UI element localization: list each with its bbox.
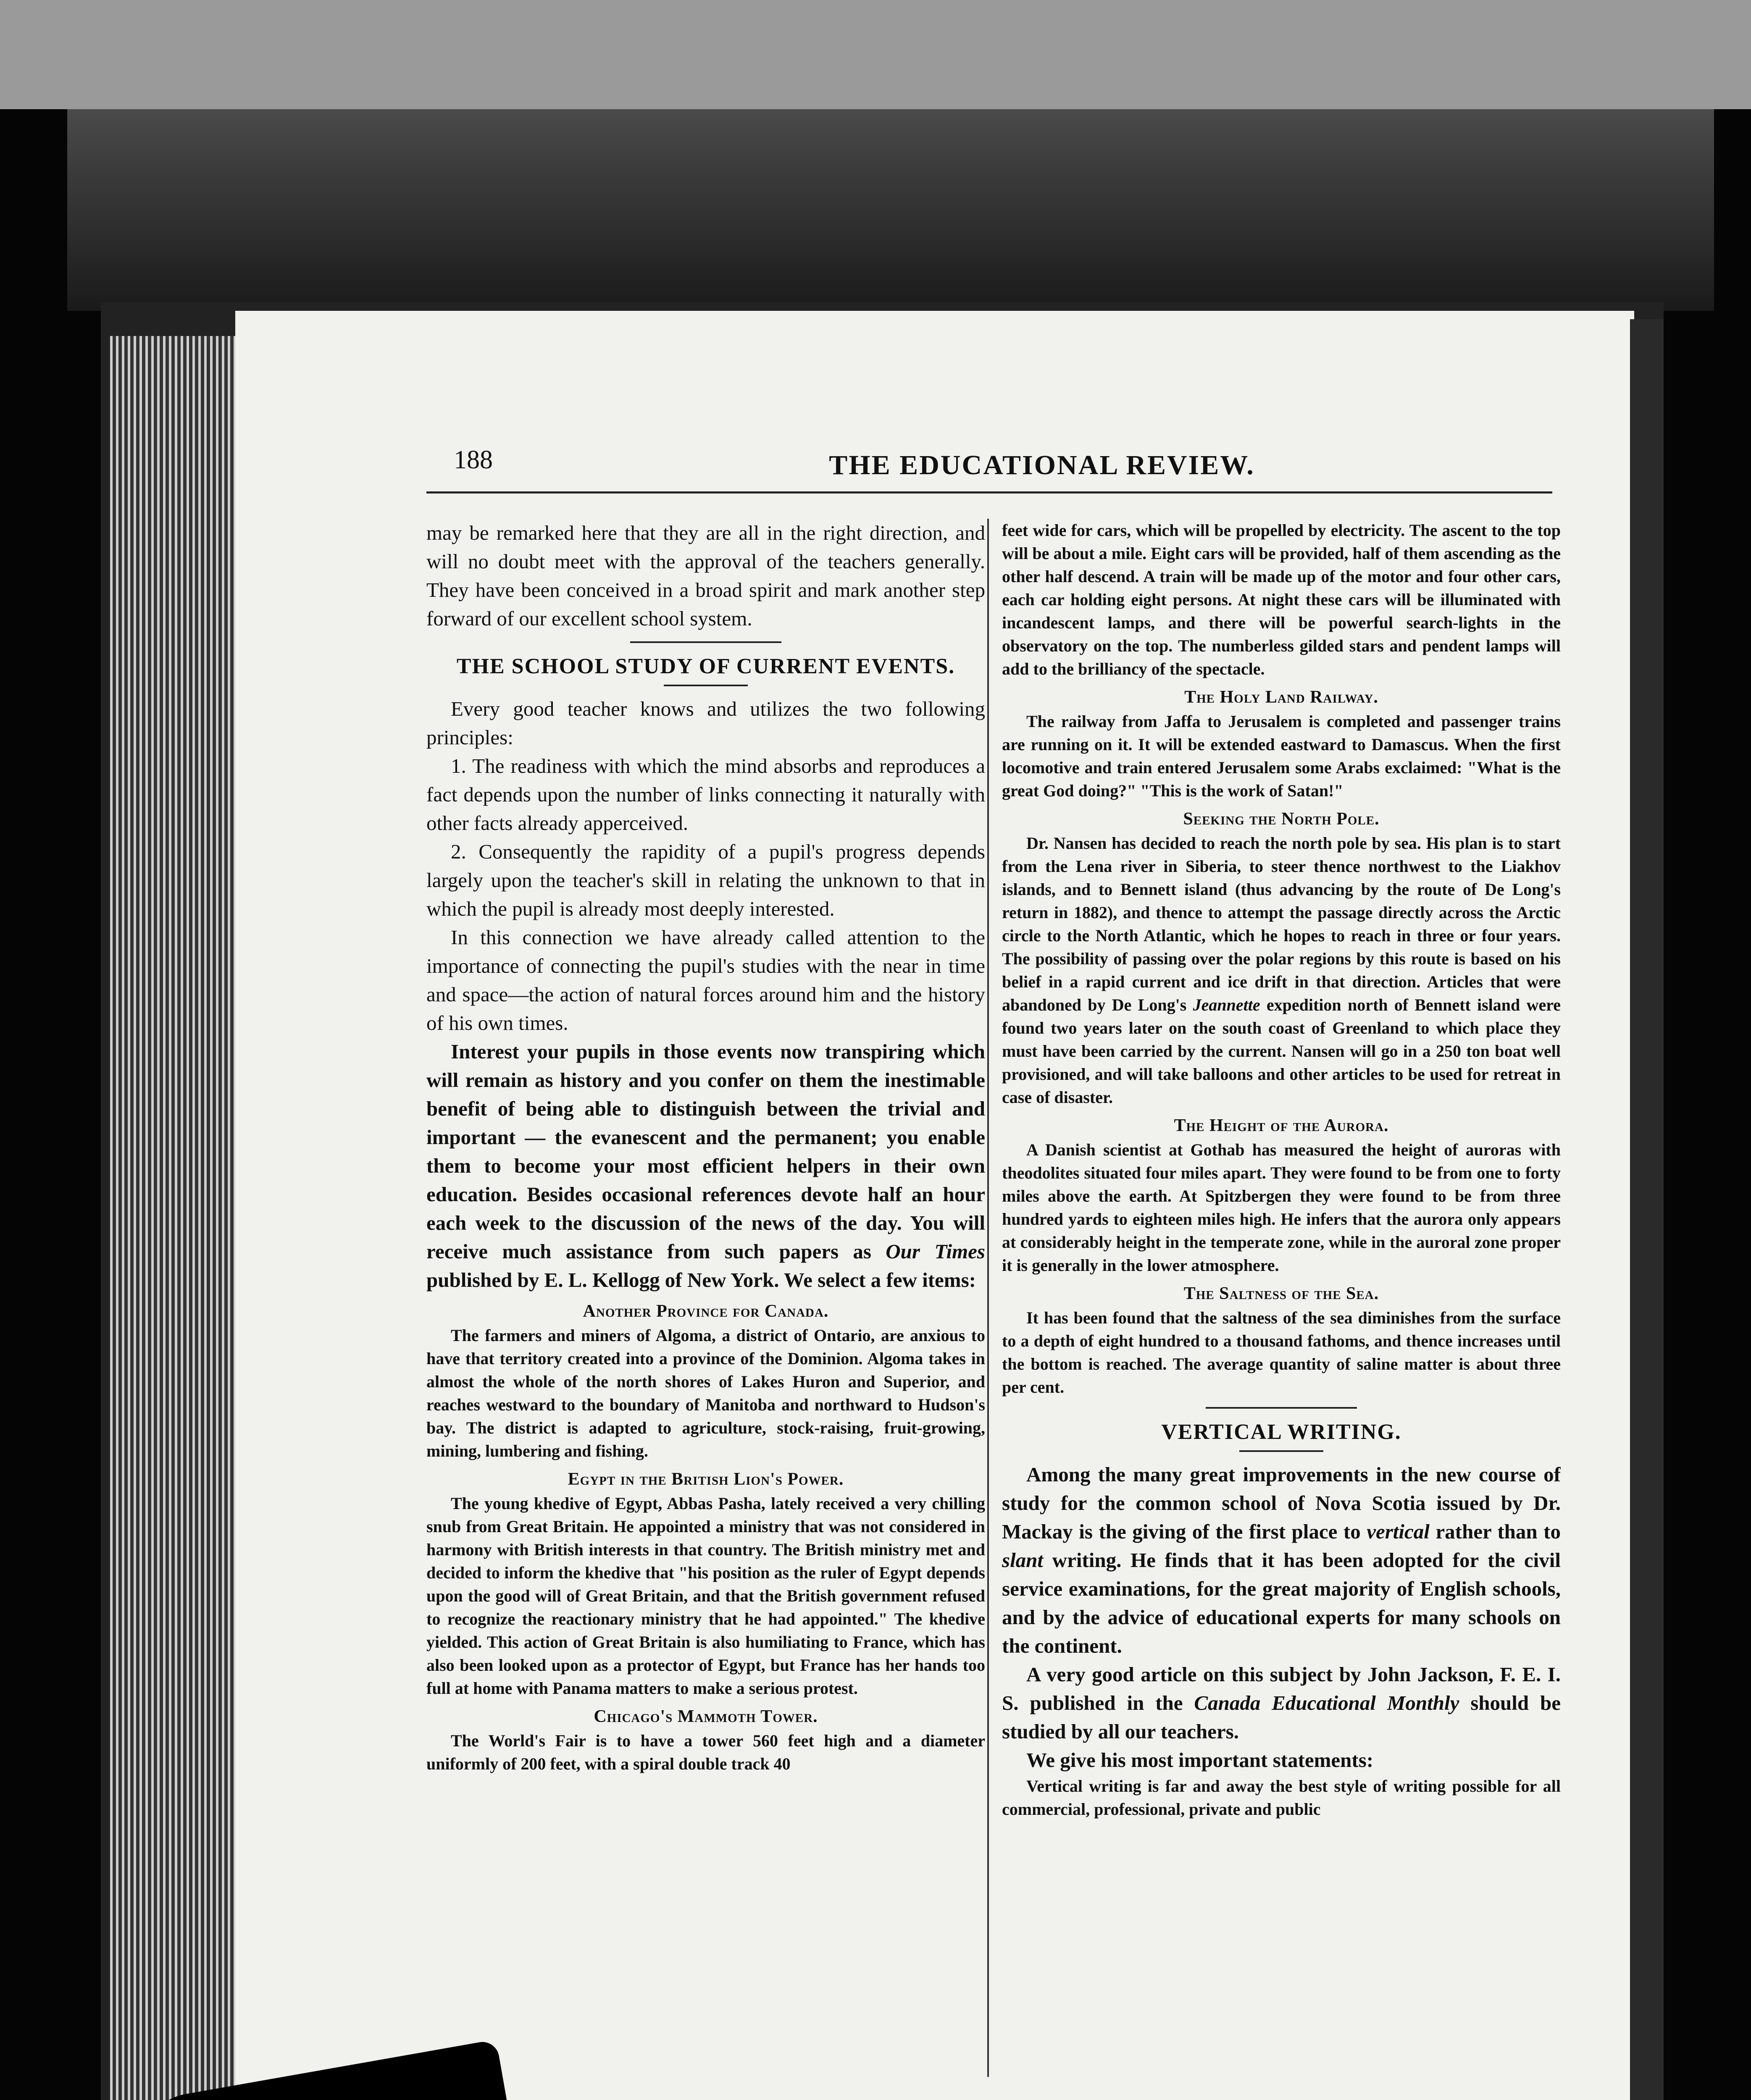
item-body-province: The farmers and miners of Algoma, a district of Ontario, are anxious to have that territory created into a province of the Dominion. Algoma takes in almost the whole of the north shores of Lakes Huron and Superior, and reaches westward to the boundary of Manitoba and northward to Hudson's bay. The district is adapted to agriculture, stock-raising, fruit-growing, mining, lumbering and fishing. [426,1326,985,1460]
item-title-saltness: The Saltness of the Sea. [1183,1284,1379,1303]
header-rule [426,491,1552,494]
section-heading-current-events: THE SCHOOL STUDY OF CURRENT EVENTS. [456,654,955,678]
item-body-egypt: The young khedive of Egypt, Abbas Pasha, lately received a very chilling snub from Great Britain. He appointed a ministry that was not considered in harmony with British interests in that country. The British ministry met and decided to inform the khedive that "his position as the ruler of Egypt depends upon the good will of Great Britain, and that the British government refused to recognize the reactionary ministry that he had appointed." The khedive yielded. This action of Great Britain is also humiliating to France, which has also been looked upon as a protector of Egypt, but France has her hands too full at home with Panama matters to make a serious protest. [426,1494,985,1698]
paragraph-article: A very good article on this subject by John Jackson, F. E. I. S. published in the Canada Educational Monthly should be studied by all our teachers. [1002,1663,1561,1743]
italic-our-times: Our Times [886,1240,985,1263]
paragraph-principle-2: 2. Consequently the rapidity of a pupil's progress depends largely upon the teacher's skill in relating the unknown to that in which the pupil is already most deeply interested. [426,840,985,920]
paragraph-improvements: Among the many great improvements in the new course of study for the common school of Nova Scotia issued by Dr. Mackay is the giving of the first place to vertical rather than to slant writing. He finds that it has been adopted for the civil service examinations, for the great majority of English schools, and by the advice of educational experts for many schools on the continent. [1002,1463,1561,1657]
book-edge-right [1630,319,1664,2100]
item-title-tower: Chicago's Mammoth Tower. [594,1707,818,1726]
item-title-north-pole: Seeking the North Pole. [1183,809,1380,829]
item-body-tower: The World's Fair is to have a tower 560 feet high and a diameter uniformly of 200 feet, with a spiral double track 40 [426,1731,985,1773]
page-edges [110,336,249,2100]
paragraph-statements: We give his most important statements: [1026,1748,1374,1772]
column-divider [987,519,989,2077]
heading-underline [1239,1450,1323,1452]
scan-background-top [0,0,1751,109]
section-heading-vertical-writing: VERTICAL WRITING. [1161,1420,1401,1444]
paragraph-principles: Every good teacher knows and utilizes the two following principles: [426,697,985,749]
item-body-aurora: A Danish scientist at Gothab has measured the height of auroras with theodolites situated four miles apart. They were found to be from one to forty miles above the earth. At Spitzbergen they were found to be from three hundred yards to eighteen miles high. He infers that the aurora only appears at considerably height in the temperate zone, while in the auroral zone proper it is generally in the lower atmosphere. [1002,1140,1561,1275]
left-column [426,519,985,2100]
right-column [1002,519,1561,2100]
item-body-tower-continued: feet wide for cars, which will be propelled by electricity. The ascent to the top will be about a mile. Eight cars will be provided, half of them ascending as the other half descend. A train will be made up of the motor and four other cars, each car holding eight persons. At night these cars will be illuminated with incandescent lamps, and there will be powerful search-lights in the observatory on the top. The numberless gilded stars and pendent lamps will add to the brilliancy of the spectacle. [1002,521,1561,678]
item-title-railway: The Holy Land Railway. [1184,688,1378,707]
intro-paragraph: may be remarked here that they are all in the right direction, and will no doubt meet with the approval of the teachers generally. They have been conceived in a broad spirit and mark another step forward of our excellent school system. [426,521,985,630]
item-body-north-pole: Dr. Nansen has decided to reach the north pole by sea. His plan is to start from the Lena river in Siberia, to steer thence northwest to the Liakhov islands, and to Bennett island (thus advancing by the route of De Long's return in 1882), and thence to attempt the passage directly across the Arctic circle to the North Atlantic, which he hopes to reach in three or four years. The possibility of passing over the polar regions by this route is based on his belief in a rapid current and ice drift in that direction. Articles that were abandoned by De Long's Jeannette expedition north of Bennett island were found two years later on the south coast of Greenland to which place they must have been carried by the current. Nansen will go in a 250 ton boat well provisioned, and will take balloons and other articles to be used for retreat in case of disaster. [1002,834,1561,1107]
italic-canada-monthly: Canada Educational Monthly [1194,1691,1459,1714]
italic-jeannette: Jeannette [1193,995,1260,1014]
section-rule [630,641,781,643]
scan-shadow [67,109,1714,311]
paragraph-principle-1: 1. The readiness with which the mind absorbs and reproduces a fact depends upon the number of links connecting it naturally with other facts already apperceived. [426,754,985,835]
item-title-egypt: Egypt in the British Lion's Power. [568,1470,844,1489]
item-body-railway: The railway from Jaffa to Jerusalem is completed and passenger trains are running on it. It will be extended eastward to Damascus. When the first locomotive and train entered Jerusalem some Arabs exclaimed: "What is the great God doing?" "This is the work of Satan!" [1002,712,1561,800]
item-title-province: Another Province for Canada. [583,1302,829,1321]
heading-underline [664,685,748,686]
section-rule [1206,1407,1357,1409]
paragraph-vertical-best: Vertical writing is far and away the best style of writing possible for all commercial, professional, private and public [1002,1777,1561,1819]
paragraph-interest: Interest your pupils in those events now transpiring which will remain as history and you confer on them the inestimable benefit of being able to distinguish between the trivial and important — the evanescent and the permanent; you enable them to become your most efficient helpers in their own education. Besides occasional references devote half an hour each week to the discussion of the news of the day. You will receive much assistance from such papers as Our Times published by E. L. Kellogg of New York. We select a few items: [426,1040,985,1292]
running-title: THE EDUCATIONAL REVIEW. [829,450,1255,480]
page-number: 188 [454,446,493,474]
item-title-aurora: The Height of the Aurora. [1174,1116,1389,1135]
paragraph-connection: In this connection we have already called attention to the importance of connecting the pupil's studies with the near in time and space—the action of natural forces around him and the history of his own times. [426,926,985,1034]
item-body-saltness: It has been found that the saltness of the sea diminishes from the surface to a depth of eight hundred to a thousand fathoms, and thence increases until the bottom is reached. The average quantity of saline matter is about three per cent. [1002,1308,1561,1396]
